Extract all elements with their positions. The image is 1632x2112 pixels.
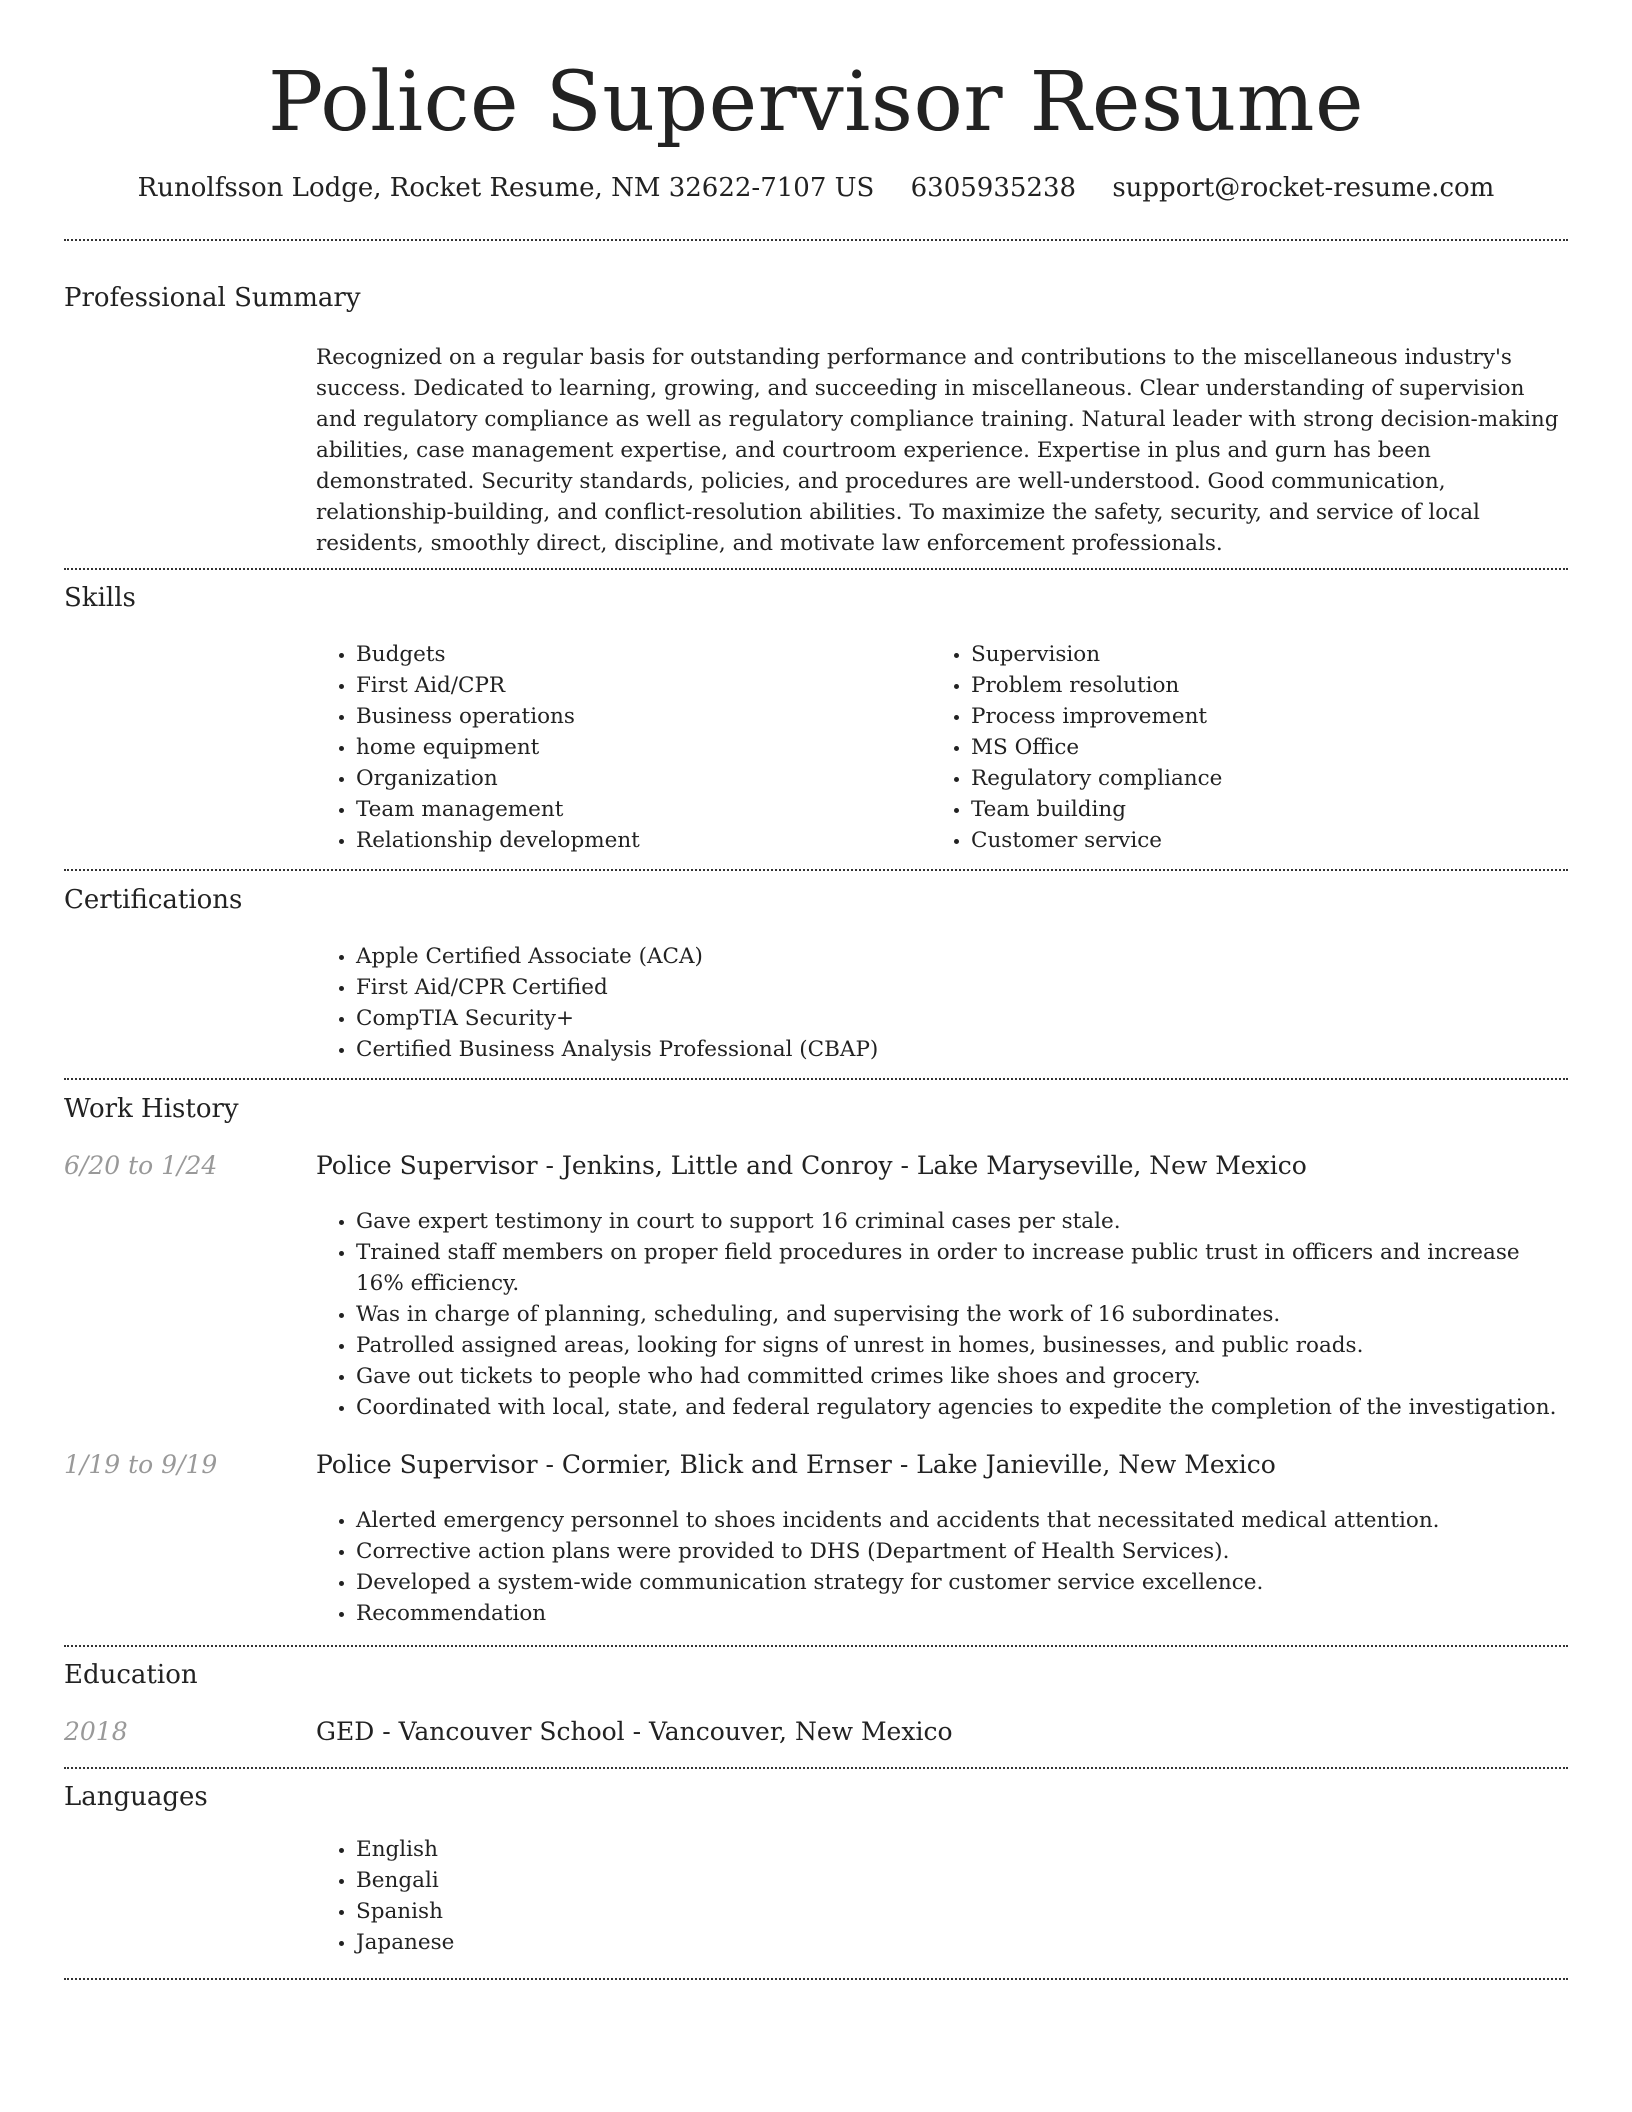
divider (64, 1078, 1568, 1080)
divider (64, 1978, 1568, 1980)
certifications-list (312, 941, 878, 1065)
list-item: • Supervision (971, 639, 1222, 670)
education-entry: GED - Vancouver School - Vancouver, New Mexico (316, 1717, 953, 1746)
list-item: • Apple Certified Associate (ACA) (356, 941, 878, 972)
contact-email: support@rocket-resume.com (1112, 173, 1495, 203)
list-item: • Process improvement (971, 701, 1222, 732)
list-item: • Business operations (356, 701, 640, 732)
summary-text: Recognized on a regular basis for outstanding performance and contributions to the miscellaneous industry's success. Dedicated to learning, growing, and succeeding in miscellaneous. Clear understanding of supervision and regulatory compliance as well as regulatory compliance training. Natural leader with strong decision-making abilities, case management expertise, and courtroom experience. Expertise in plus and gurn has been demonstrated. Security standards, policies, and procedures are well-understood. Good communication, relationship-building, and conflict-resolution abilities. To maximize the safety, security, and service of local residents, smoothly direct, discipline, and motivate law enforcement professionals. (316, 345, 1559, 556)
list-item: • Certified Business Analysis Professional (CBAP) (356, 1034, 878, 1065)
list-item: • Team building (971, 794, 1222, 825)
divider (64, 239, 1568, 241)
section-title-summary: Professional Summary (64, 283, 361, 313)
divider (64, 869, 1568, 871)
list-item: • home equipment (356, 732, 640, 763)
skills-list-right (927, 639, 1222, 856)
list-item: • Bengali (356, 1865, 454, 1896)
resume-title: Police Supervisor Resume (267, 55, 1365, 150)
list-item: • Problem resolution (971, 670, 1222, 701)
divider (64, 1767, 1568, 1769)
list-item: • First Aid/CPR Certified (356, 972, 878, 1003)
job-title: Police Supervisor - Jenkins, Little and Conroy - Lake Maryseville, New Mexico (316, 1151, 1307, 1180)
list-item: • First Aid/CPR (356, 670, 640, 701)
job-title: Police Supervisor - Cormier, Blick and Ernser - Lake Janieville, New Mexico (316, 1450, 1276, 1479)
job-dates: 6/20 to 1/24 (64, 1151, 218, 1180)
list-item: • Regulatory compliance (971, 763, 1222, 794)
list-item: • Budgets (356, 639, 640, 670)
section-title-work-history: Work History (64, 1094, 239, 1124)
section-title-certifications: Certifications (64, 885, 243, 915)
list-item: • Relationship development (356, 825, 640, 856)
list-item: • Patrolled assigned areas, looking for signs of unrest in homes, businesses, and public roads. (356, 1330, 1568, 1361)
list-item: • Customer service (971, 825, 1222, 856)
job-dates: 1/19 to 9/19 (64, 1450, 218, 1479)
list-item: • CompTIA Security+ (356, 1003, 878, 1034)
divider (64, 568, 1568, 570)
list-item: • Team management (356, 794, 640, 825)
list-item: • Recommendation (356, 1598, 1568, 1629)
list-item: • Alerted emergency personnel to shoes incidents and accidents that necessitated medical attention. (356, 1505, 1568, 1536)
list-item: • English (356, 1834, 454, 1865)
section-title-skills: Skills (64, 583, 136, 613)
contact-phone: 6305935238 (910, 173, 1077, 203)
divider (64, 1645, 1568, 1647)
skills-list-left (312, 639, 640, 856)
list-item: • Spanish (356, 1896, 454, 1927)
list-item: • Developed a system-wide communication strategy for customer service excellence. (356, 1567, 1568, 1598)
education-year: 2018 (64, 1717, 128, 1746)
job-bullets (312, 1505, 1568, 1629)
section-title-education: Education (64, 1660, 198, 1690)
section-title-languages: Languages (64, 1782, 208, 1812)
list-item: • Gave expert testimony in court to support 16 criminal cases per stale. (356, 1206, 1568, 1237)
list-item: • Trained staff members on proper field procedures in order to increase public trust in officers and increase 16% efficiency. (356, 1237, 1568, 1299)
list-item: • Gave out tickets to people who had committed crimes like shoes and grocery. (356, 1361, 1568, 1392)
list-item: • Corrective action plans were provided to DHS (Department of Health Services). (356, 1536, 1568, 1567)
list-item: • Organization (356, 763, 640, 794)
languages-list (312, 1834, 454, 1958)
list-item: • Coordinated with local, state, and federal regulatory agencies to expedite the completion of the investigation. (356, 1392, 1568, 1423)
job-bullets (312, 1206, 1568, 1423)
list-item: • Was in charge of planning, scheduling, and supervising the work of 16 subordinates. (356, 1299, 1568, 1330)
contact-address: Runolfsson Lodge, Rocket Resume, NM 32622-7107 US (137, 173, 875, 203)
list-item: • Japanese (356, 1927, 454, 1958)
list-item: • MS Office (971, 732, 1222, 763)
contact-line (0, 170, 1632, 206)
